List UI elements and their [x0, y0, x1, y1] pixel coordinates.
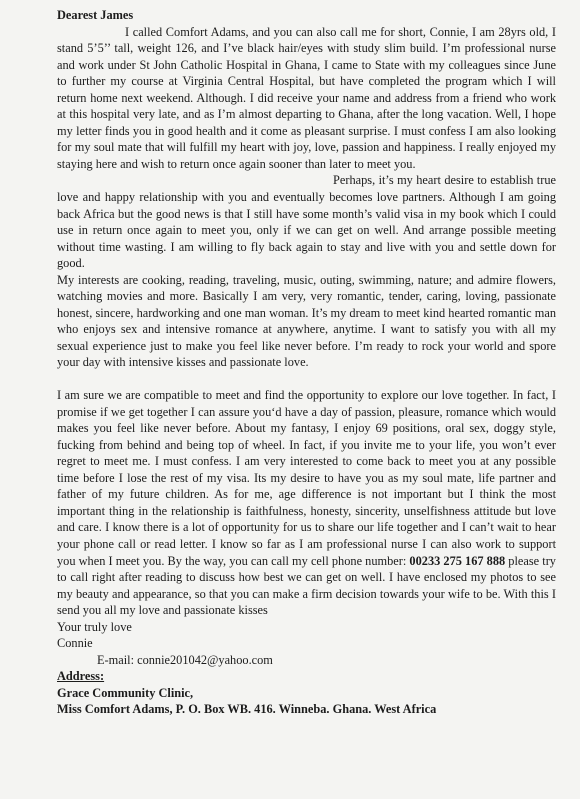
paragraph-interests: My interests are cooking, reading, traveling, music, outing, swimming, nature; and admire flowers, watching movies and more. Basically I am very, very romantic, tender, caring, loving, passionate honest, sincere, hardworking and one man woman. It’s my dream to meet kind hearted romantic man who enjoys sex and intensive romance at anywhere, anytime. I want to satisfy you with all my sexual experience just to make you feel like never before. I’m ready to rock your world and spore your day with intensive kisses and passionate love.: [57, 272, 556, 370]
paragraph-compatibility: [57, 387, 556, 619]
signature: Connie: [57, 636, 93, 651]
address-line-postal: Miss Comfort Adams, P. O. Box WB. 416. Winneba. Ghana. West Africa: [57, 702, 437, 717]
paragraph-compatibility-tail: please try to call right after reading to discuss how best we can get on well. I have enclosed my photos to see my beauty and appearance, so that you can make a firm decision towards your wife to be. With this I send you all my love and passionate kisses: [57, 553, 556, 618]
paragraph-compatibility-text: I am sure we are compatible to meet and find the opportunity to explore our love together. In fact, I promise if we get together I can assure you‘d have a day of passion, pleasure, romance which would makes you feel like never before. About my fantasy, I enjoy 69 positions, oral sex, doggy style, fucking from behind and being top of wheel. In fact, if you invite me to your life, you won’t ever regret to meet me. I must confess. I am very interested to come back to meet you at any possible time before I lose the rest of my visa. Its my desire to have you as my soul mate, life partner and father of my future children. As for me, age difference is not important but I think the most important thing in the relationship is faithfulness, honesty, sincerity, unselfishness attitude but love and care. I know there is a lot of opportunity for us to share our life together and I can’t wait to hear your phone call or read letter. I know so far as I am professional nurse I can also work to support you when I meet you. By the way, you can call my cell phone number:: [57, 388, 556, 568]
paragraph-gap: [57, 371, 556, 387]
address-label: Address:: [57, 669, 105, 684]
salutation: Dearest James: [57, 8, 134, 22]
email-line: E-mail: connie201042@yahoo.com: [97, 652, 273, 667]
closing: Your truly love: [57, 619, 132, 634]
phone-number: 00233 275 167 888: [409, 553, 506, 568]
paragraph-intro: I called Comfort Adams, and you can also call me for short, Connie, I am 28yrs old, I stand 5’5’’ tall, weight 126, and I’ve black hair/eyes with study slim build. I’m professional nurse and work under St John Catholic Hospital in Ghana, I came to State with my colleagues since June to further my course at Virginia Central Hospital, but have completed the program which I will return home next weekend. Although. I did receive your name and address from a friend who work at this hospital very late, and as I’m almost departing to Ghana, after the long vacation. Well, I hope my letter finds you in good health and it come as pleasant surprise. I must confess I am also looking for my soul mate that will fulfill my heart with joy, love, passion and happiness. I really enjoyed my staying here and wish to return once again sooner than later to meet you.: [57, 24, 556, 171]
address-line-clinic: Grace Community Clinic,: [57, 685, 194, 700]
paragraph-relationship: Perhaps, it’s my heart desire to establish true love and happy relationship with you and eventually becomes love partners. Although I am going back Africa but the good news is that I still have some month’s valid visa in my book which I could use in return once again to meet you, only if we can get on well. And arrange possible meeting without time wasting. I am willing to fly back again to stay and live with you and settle down for good.: [57, 173, 556, 271]
